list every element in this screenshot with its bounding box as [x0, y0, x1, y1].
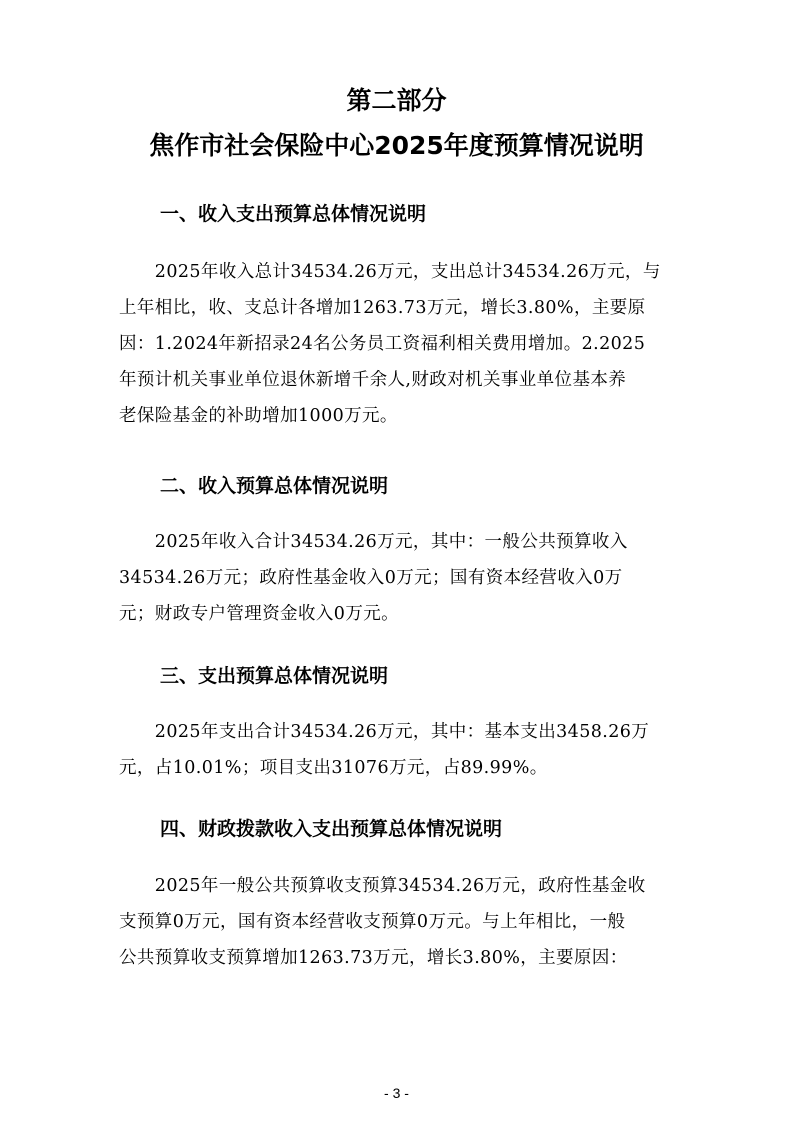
paragraph-line: 2025年收入合计34534.26万元，其中：一般公共预算收入 — [119, 532, 628, 552]
section-4-paragraph — [119, 868, 689, 976]
document-title: 焦作市社会保险中心2025年度预算情况说明 — [149, 131, 644, 160]
section-2-paragraph — [119, 524, 689, 632]
paragraph-line: 公共预算收支预算增加1263.73万元，增长3.80%，主要原因： — [119, 948, 628, 968]
paragraph-line: 支预算0万元，国有资本经营收支预算0万元。与上年相比，一般 — [119, 912, 626, 932]
paragraph-line: 2025年支出合计34534.26万元，其中：基本支出3458.26万 — [119, 722, 650, 742]
page-number: - 3 - — [384, 1085, 409, 1101]
paragraph-line: 上年相比，收、支总计各增加1263.73万元，增长3.80%，主要原 — [119, 298, 646, 318]
paragraph-line: 2025年收入总计34534.26万元，支出总计34534.26万元，与 — [119, 262, 661, 282]
paragraph-line: 2025年一般公共预算收支预算34534.26万元，政府性基金收 — [119, 876, 646, 896]
section-1-paragraph — [119, 254, 689, 434]
section-1-heading: 一、收入支出预算总体情况说明 — [160, 203, 427, 225]
paragraph-line: 因：1.2024年新招录24名公务员工资福利相关费用增加。2.2025 — [119, 334, 646, 354]
paragraph-line: 元；财政专户管理资金收入0万元。 — [119, 604, 400, 624]
part-title: 第二部分 — [346, 86, 447, 115]
section-4-heading: 四、财政拨款收入支出预算总体情况说明 — [160, 818, 503, 840]
paragraph-line: 老保险基金的补助增加1000万元。 — [119, 406, 398, 426]
section-2-heading: 二、收入预算总体情况说明 — [160, 475, 389, 497]
section-3-heading: 三、支出预算总体情况说明 — [160, 665, 389, 687]
paragraph-line: 34534.26万元；政府性基金收入0万元；国有资本经营收入0万 — [119, 568, 623, 588]
paragraph-line: 年预计机关事业单位退休新增千余人,财政对机关事业单位基本养 — [119, 370, 627, 390]
section-3-paragraph — [119, 714, 689, 786]
paragraph-line: 元，占10.01%；项目支出31076万元，占89.99%。 — [119, 758, 548, 778]
